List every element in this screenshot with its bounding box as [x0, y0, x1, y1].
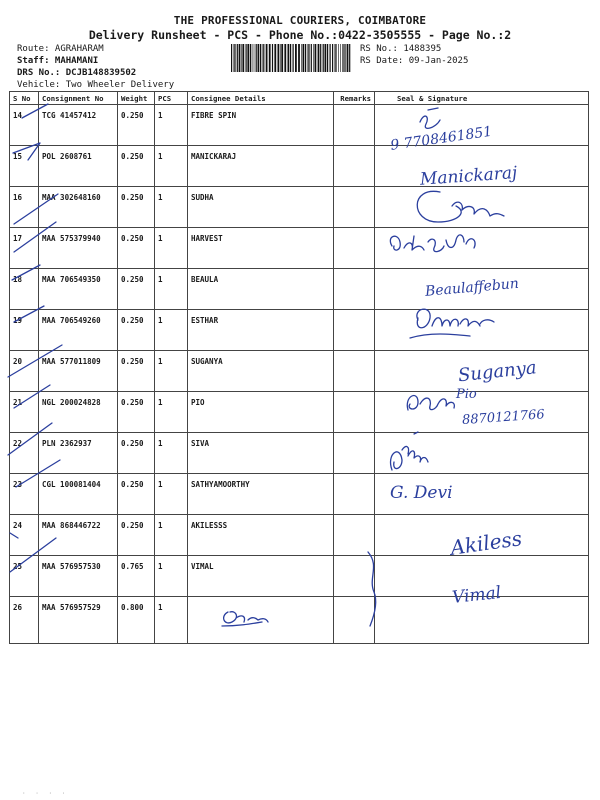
cell-consignment: POL 2608761	[39, 146, 118, 187]
cell-pcs: 1	[155, 392, 188, 433]
cell-consignment: MAA 576957529	[39, 597, 118, 644]
handwritten-signature: Manickaraj	[419, 163, 518, 190]
barcode-image	[230, 44, 352, 72]
cell-consignee: PIO	[188, 392, 334, 433]
cell-consignee: HARVEST	[188, 228, 334, 269]
cell-signature	[375, 515, 589, 556]
cell-consignment: MAA 302648160	[39, 187, 118, 228]
table-row	[10, 105, 589, 146]
cell-sno: 14	[10, 105, 39, 146]
cell-pcs: 1	[155, 351, 188, 392]
cell-signature	[375, 146, 589, 187]
cell-pcs: 1	[155, 556, 188, 597]
cell-weight: 0.250	[118, 474, 155, 515]
cell-weight: 0.250	[118, 515, 155, 556]
col-header-sno: S No	[10, 92, 39, 105]
cell-remarks	[334, 187, 375, 228]
cell-signature	[375, 597, 589, 644]
cell-sno: 22	[10, 433, 39, 474]
cell-weight: 0.250	[118, 105, 155, 146]
cell-weight: 0.250	[118, 269, 155, 310]
col-header-pcs: PCS	[155, 92, 188, 105]
cell-weight: 0.250	[118, 310, 155, 351]
cell-consignment: NGL 200024828	[39, 392, 118, 433]
handwritten-phone: 9 7708461851	[389, 123, 494, 154]
col-header-weight: Weight	[118, 92, 155, 105]
cell-sno: 24	[10, 515, 39, 556]
table-row	[10, 269, 589, 310]
table-row	[10, 515, 589, 556]
cell-sno: 25	[10, 556, 39, 597]
cell-remarks	[334, 310, 375, 351]
cell-consignment: MAA 706549350	[39, 269, 118, 310]
cell-signature	[375, 351, 589, 392]
vehicle-label: Vehicle: Two Wheeler Delivery	[17, 80, 175, 90]
runsheet-subtitle: Delivery Runsheet - PCS - Phone No.:0422-3505555 - Page No.:2	[88, 28, 512, 42]
cell-consignee: SATHYAMOORTHY	[188, 474, 334, 515]
cell-consignment: MAA 577011809	[39, 351, 118, 392]
route-label: Route: AGRAHARAM	[17, 44, 104, 54]
handwritten-signature: Akiless	[448, 526, 524, 560]
cell-signature	[375, 105, 589, 146]
cell-signature	[375, 228, 589, 269]
cell-consignment: TCG 41457412	[39, 105, 118, 146]
table-row	[10, 351, 589, 392]
cell-weight: 0.765	[118, 556, 155, 597]
handwritten-signature: Vimal	[451, 582, 503, 608]
rs-date: RS Date: 09-Jan-2025	[360, 56, 469, 66]
cell-sno: 17	[10, 228, 39, 269]
cell-signature	[375, 474, 589, 515]
col-header-remarks: Remarks	[334, 92, 375, 105]
cell-signature	[375, 556, 589, 597]
cell-weight: 0.250	[118, 433, 155, 474]
rs-number: RS No.: 1488395	[360, 44, 442, 54]
cell-sno: 19	[10, 310, 39, 351]
cell-pcs: 1	[155, 228, 188, 269]
cell-consignment: MAA 706549260	[39, 310, 118, 351]
company-title: THE PROFESSIONAL COURIERS, COIMBATORE	[173, 14, 427, 27]
table-row	[10, 597, 589, 644]
staff-label: Staff: MAHAMANI	[17, 56, 99, 66]
cell-weight: 0.250	[118, 392, 155, 433]
handwritten-signature: Beaulaffebun	[424, 275, 520, 300]
cell-weight: 0.800	[118, 597, 155, 644]
cell-remarks	[334, 515, 375, 556]
cell-remarks	[334, 351, 375, 392]
cell-sno: 16	[10, 187, 39, 228]
cell-consignee	[188, 597, 334, 644]
cell-remarks	[334, 105, 375, 146]
col-header-consignee: Consignee Details	[188, 92, 334, 105]
cell-consignee: MANICKARAJ	[188, 146, 334, 187]
cell-sno: 23	[10, 474, 39, 515]
cell-weight: 0.250	[118, 187, 155, 228]
cell-signature	[375, 187, 589, 228]
cell-pcs: 1	[155, 269, 188, 310]
cell-remarks	[334, 556, 375, 597]
cell-signature	[375, 310, 589, 351]
cell-pcs: 1	[155, 146, 188, 187]
cell-remarks	[334, 433, 375, 474]
table-header-row	[10, 92, 589, 105]
table-row	[10, 392, 589, 433]
cell-weight: 0.250	[118, 146, 155, 187]
cell-pcs: 1	[155, 187, 188, 228]
cell-sno: 20	[10, 351, 39, 392]
cell-sno: 21	[10, 392, 39, 433]
table-row	[10, 228, 589, 269]
cell-consignee: BEAULA	[188, 269, 334, 310]
cell-consignee: VIMAL	[188, 556, 334, 597]
cell-signature	[375, 269, 589, 310]
table-row	[10, 433, 589, 474]
col-header-seal: Seal & Signature	[375, 92, 589, 105]
cell-sno: 15	[10, 146, 39, 187]
cell-remarks	[334, 146, 375, 187]
cell-remarks	[334, 269, 375, 310]
handwritten-name: Pio	[456, 387, 477, 402]
cell-consignee: SIVA	[188, 433, 334, 474]
cell-pcs: 1	[155, 474, 188, 515]
cell-consignee: SUDHA	[188, 187, 334, 228]
cell-consignee: FIBRE SPIN	[188, 105, 334, 146]
cell-signature	[375, 433, 589, 474]
table-row	[10, 146, 589, 187]
cell-remarks	[334, 228, 375, 269]
cell-weight: 0.250	[118, 351, 155, 392]
handwritten-phone: 8870121766	[461, 407, 546, 429]
handwritten-signature: Suganya	[457, 357, 538, 387]
cell-weight: 0.250	[118, 228, 155, 269]
cell-pcs: 1	[155, 433, 188, 474]
cell-sno: 26	[10, 597, 39, 644]
table-row	[10, 310, 589, 351]
table-row	[10, 474, 589, 515]
cell-consignment: MAA 576957530	[39, 556, 118, 597]
col-header-consignment: Consignment No	[39, 92, 118, 105]
cell-signature	[375, 392, 589, 433]
cell-consignment: PLN 2362937	[39, 433, 118, 474]
cell-pcs: 1	[155, 597, 188, 644]
drs-number: DRS No.: DCJB148839502	[17, 68, 137, 78]
runsheet-table	[9, 91, 589, 644]
table-row	[10, 187, 589, 228]
cell-pcs: 1	[155, 310, 188, 351]
cell-consignee: AKILESSS	[188, 515, 334, 556]
footer-specks: · · · ·	[22, 790, 69, 797]
cell-pcs: 1	[155, 515, 188, 556]
cell-consignee: SUGANYA	[188, 351, 334, 392]
table-row	[10, 556, 589, 597]
cell-consignment: MAA 575379940	[39, 228, 118, 269]
cell-sno: 18	[10, 269, 39, 310]
handwritten-signature: G. Devi	[390, 483, 453, 503]
cell-consignment: MAA 868446722	[39, 515, 118, 556]
cell-consignee: ESTHAR	[188, 310, 334, 351]
cell-remarks	[334, 392, 375, 433]
cell-remarks	[334, 474, 375, 515]
cell-consignment: CGL 100081404	[39, 474, 118, 515]
cell-remarks	[334, 597, 375, 644]
cell-pcs: 1	[155, 105, 188, 146]
